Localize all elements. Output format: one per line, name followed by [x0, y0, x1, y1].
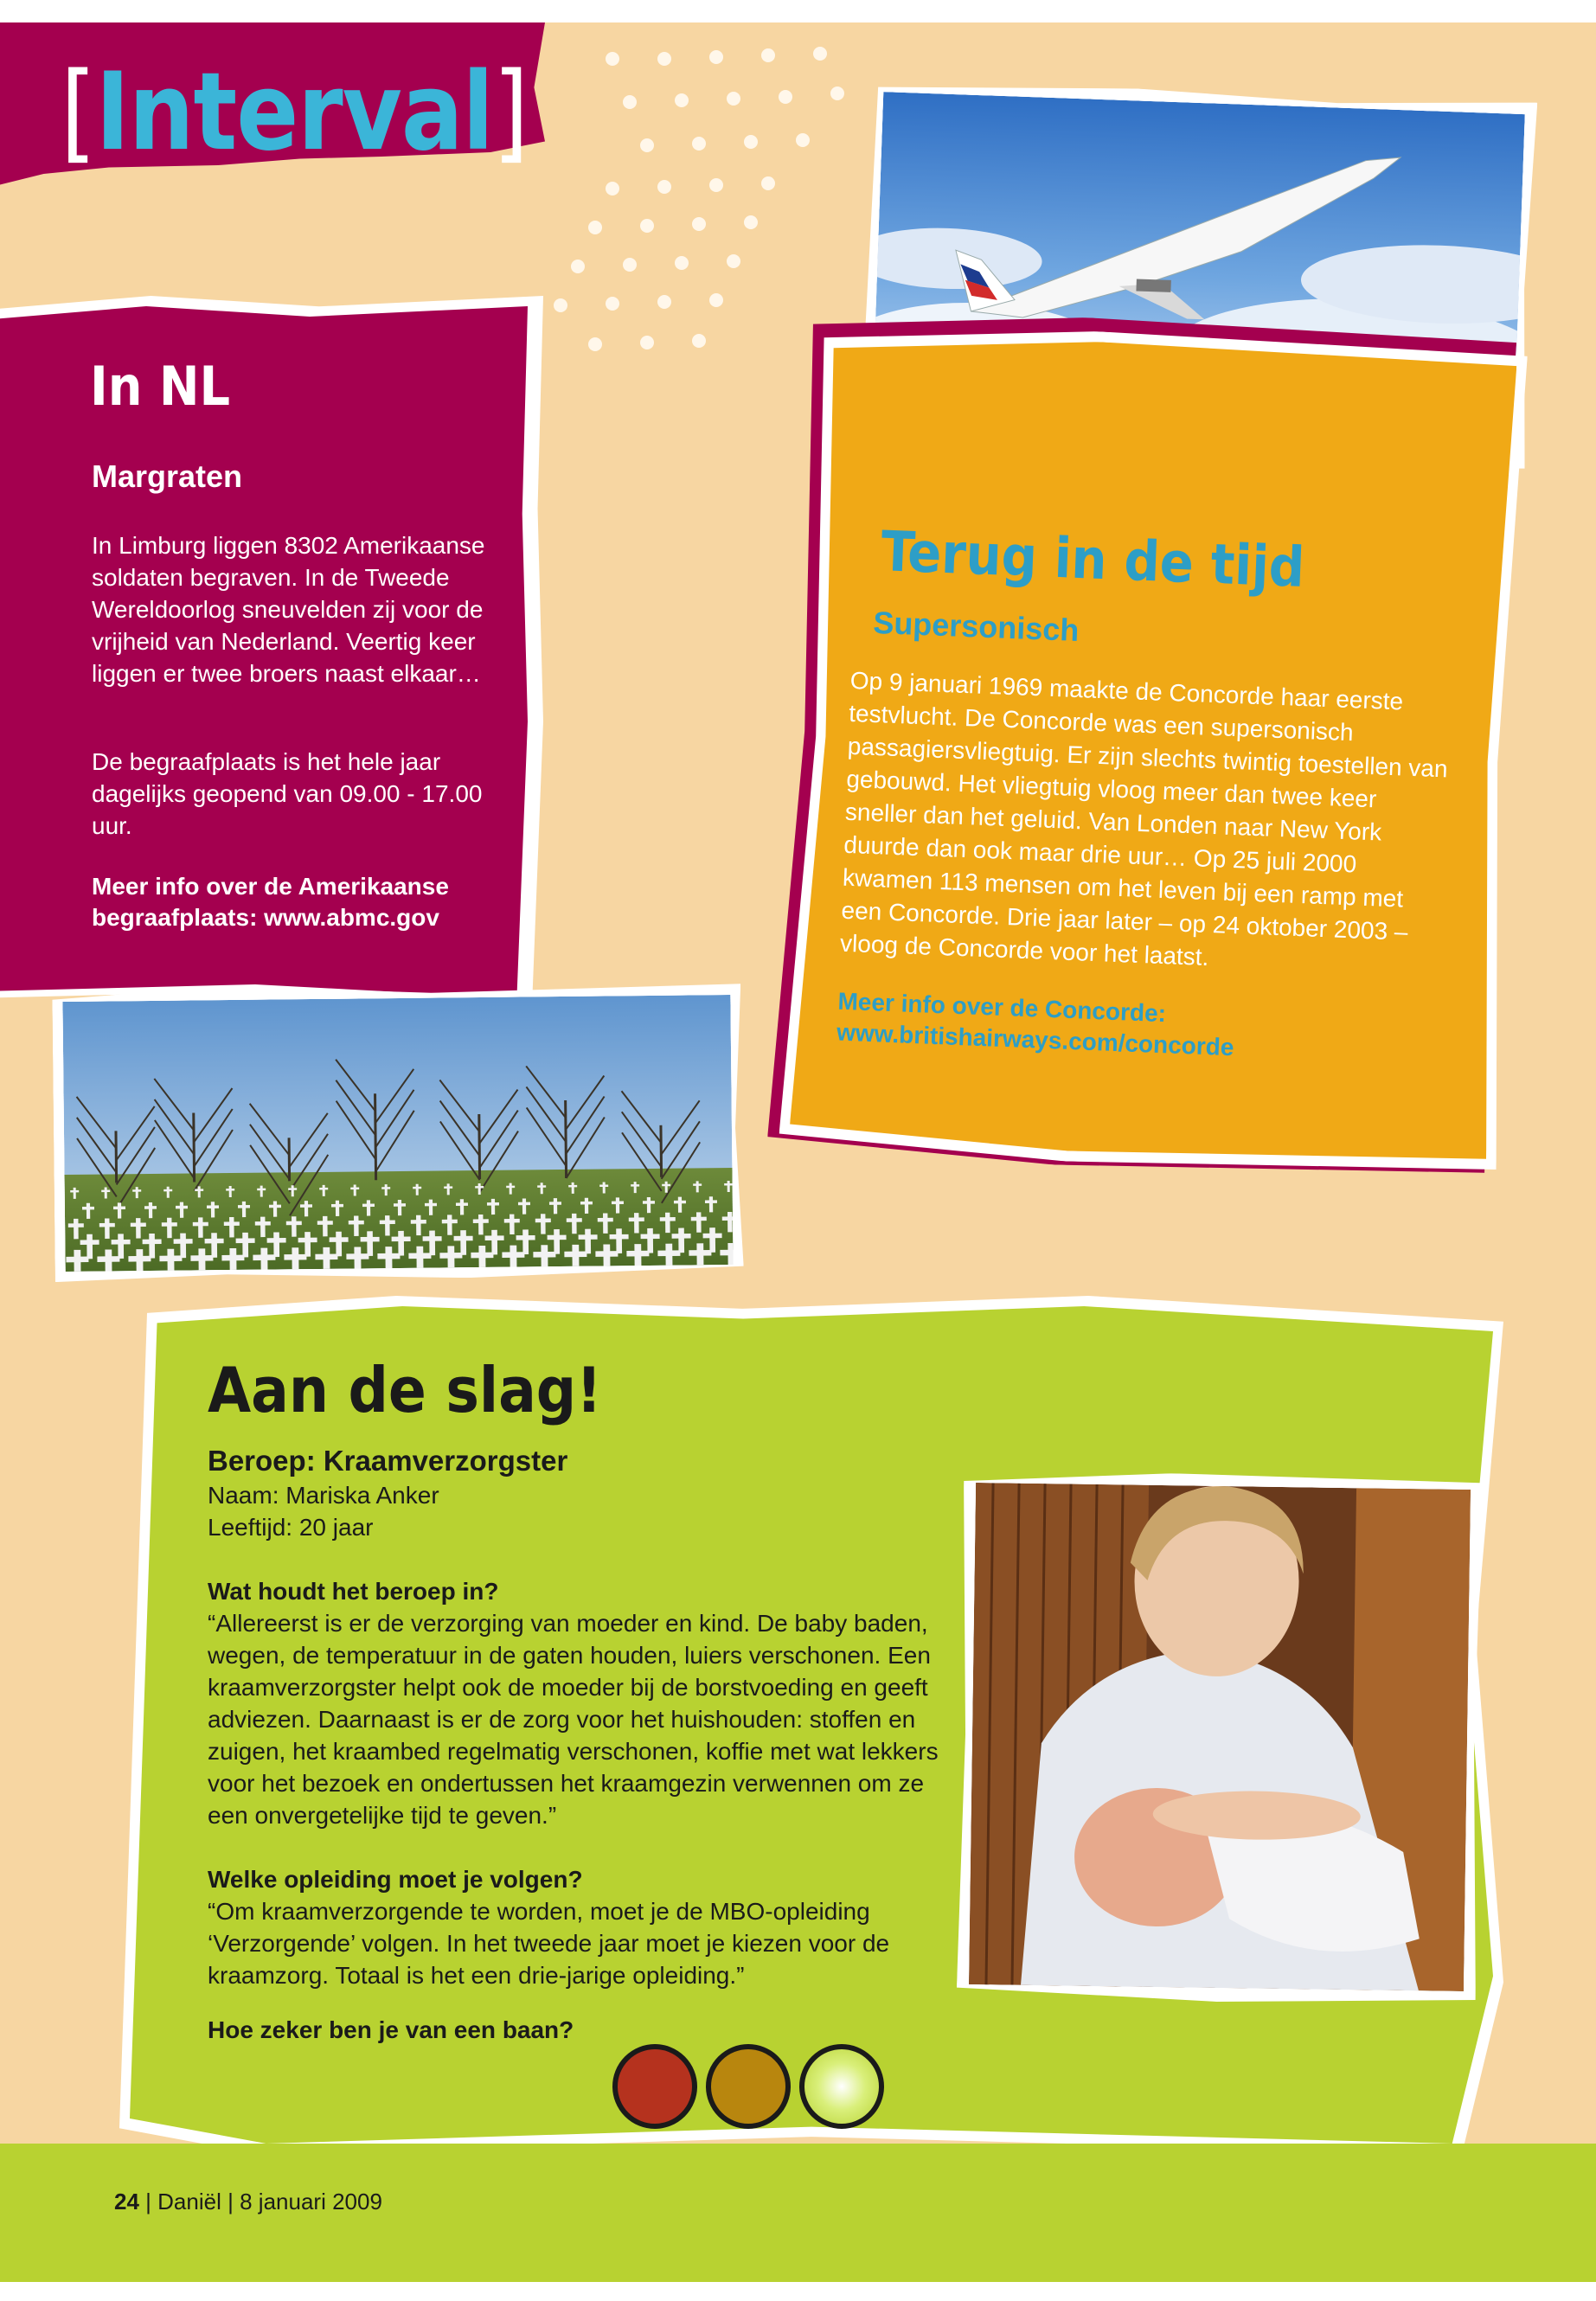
decor-dot: [744, 215, 758, 229]
in-nl-paragraph-1: In Limburg liggen 8302 Amerikaanse soldaten begraven. In de Tweede Wereldoorlog sneuvelden zij voor de vrijheid van Nederland. Veertig keer liggen er twee broers naast elkaar…: [92, 532, 485, 687]
bottom-border: [0, 2282, 1596, 2301]
job-title: Beroep: Kraamverzorgster: [208, 1445, 568, 1477]
decor-dot: [675, 256, 689, 270]
decor-dot: [709, 50, 723, 64]
terug-subtitle: Supersonisch: [872, 604, 1080, 648]
decor-dot: [623, 258, 637, 272]
decor-dot: [606, 182, 619, 195]
decor-dot: [657, 295, 671, 309]
decor-dot: [727, 92, 740, 106]
question-1: Wat houdt het beroep in?: [208, 1578, 499, 1605]
decor-dot: [640, 138, 654, 152]
in-nl-more-info: Meer info over de Amerikaanse begraafplaats: www.abmc.gov: [92, 873, 449, 931]
cemetery-photo-frame: [52, 981, 744, 1282]
decor-dot: [554, 298, 567, 312]
cemetery-photo: [62, 995, 733, 1272]
in-nl-title: In NL: [90, 355, 231, 418]
decor-dot: [606, 52, 619, 66]
decor-dot: [761, 48, 775, 62]
decor-dot: [692, 217, 706, 231]
kraamverzorgster-photo: [969, 1483, 1471, 1991]
decor-dot: [779, 90, 792, 104]
decor-dot: [640, 336, 654, 349]
decor-dot: [692, 137, 706, 151]
decor-dot: [606, 297, 619, 311]
logo-word: Interval: [95, 48, 493, 175]
in-nl-paragraph-2: De begraafplaats is het hele jaar dagelijks geopend van 09.00 - 17.00 uur.: [92, 748, 483, 839]
decor-dot: [761, 176, 775, 190]
person-name: Naam: Mariska Anker: [208, 1482, 439, 1509]
top-border: [0, 0, 1596, 22]
publication-date: 8 januari 2009: [240, 2189, 382, 2214]
decor-dot: [709, 178, 723, 192]
question-2: Welke opleiding moet je volgen?: [208, 1866, 583, 1893]
answer-2: “Om kraamverzorgende te worden, moet je de MBO-opleiding ‘Verzorgende’ volgen. In het tweede jaar moet je kiezen voor de kraamzorg. Totaal is het een drie-jarige opleiding.”: [208, 1898, 890, 1989]
decor-dot: [640, 219, 654, 233]
decor-dot: [830, 87, 844, 100]
terug-content: [836, 519, 1479, 1072]
terug-more-info-label: Meer info over de Concorde:: [837, 987, 1167, 1028]
terug-title: Terug in de tijd: [880, 520, 1306, 600]
publication-name: Daniël: [157, 2189, 221, 2214]
person-age: Leeftijd: 20 jaar: [208, 1514, 374, 1541]
decor-dot: [623, 95, 637, 109]
decor-dot: [588, 221, 602, 234]
slag-content: [208, 1443, 969, 2046]
page-number: 24: [114, 2189, 139, 2214]
terug-more-info-link[interactable]: www.britishairways.com/concorde: [836, 1018, 1235, 1061]
decor-dot: [727, 254, 740, 268]
section-logo: [Interval]: [61, 48, 529, 175]
answer-1: “Allereerst is er de verzorging van moeder en kind. De baby baden, wegen, de temperatuur in de gaten houden, luiers verschonen. Een kraamverzorgster helpt ook de moeder bij de borstvoeding en geeft adviezen. Daarnaast is er de zorg voor het huishouden: stoffen en zuigen, het kraambed regelmatig verschonen, koffie met wat lekkers voor het bezoek en ondertussen het kraamgezin verwennen om ze een onvergetelijke tijd te geven.”: [208, 1610, 939, 1829]
in-nl-subtitle: Margraten: [92, 458, 243, 494]
decor-dot: [657, 180, 671, 194]
light-red: [612, 2044, 697, 2129]
decor-dot: [744, 135, 758, 149]
question-3: Hoe zeker ben je van een baan?: [208, 2016, 574, 2043]
decor-dot: [588, 337, 602, 351]
decor-dot: [657, 52, 671, 66]
decor-dot: [692, 334, 706, 348]
decor-dot: [675, 93, 689, 107]
decor-dot: [813, 47, 827, 61]
light-orange: [706, 2044, 791, 2129]
decor-dot: [709, 293, 723, 307]
light-green: [799, 2044, 884, 2129]
footer-text: 24 | Daniël | 8 januari 2009: [114, 2189, 382, 2214]
kraamverzorgster-photo-frame: [957, 1471, 1483, 2005]
decor-dot: [796, 133, 810, 147]
decor-dot: [571, 260, 585, 273]
slag-title: Aan de slag!: [208, 1354, 602, 1426]
terug-body: Op 9 januari 1969 maakte de Concorde haar eerste testvlucht. De Concorde was een supersonisch passagiersvliegtuig. Er zijn slechts twintig toestellen van gebouwd. Het vliegtuig vloog meer dan twee keer sneller dan het geluid. Van Londen naar New York duurde dan ook maar drie uur… Op 25 juli 2000 kwamen 113 mensen om het leven bij een ramp met een Concorde. Drie jaar later – op 24 oktober 2003 – vloog de Concorde voor het laatst.: [839, 666, 1449, 971]
